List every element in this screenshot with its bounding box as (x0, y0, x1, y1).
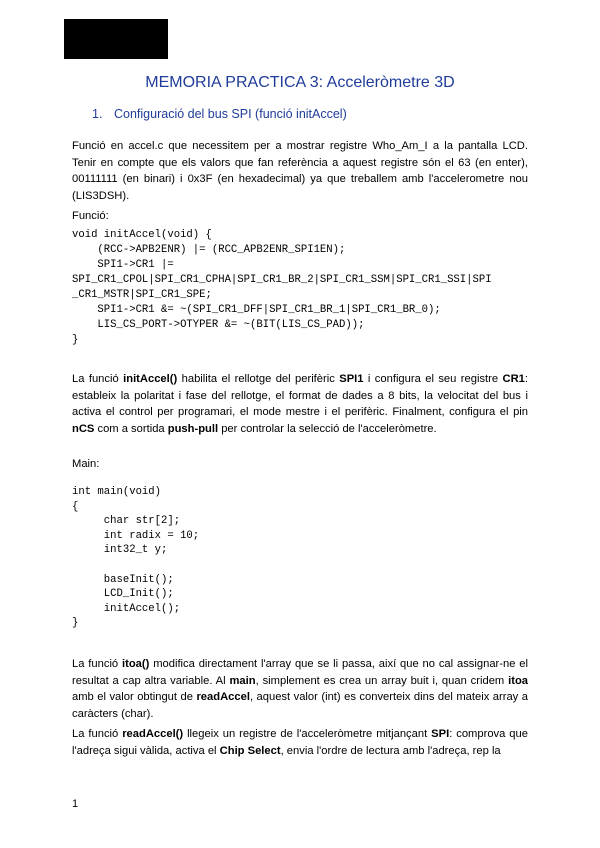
code-line: baseInit(); (72, 573, 174, 586)
bold-run: main (229, 674, 256, 687)
code-line: SPI1->CR1 |= (72, 259, 174, 271)
redaction-block (64, 19, 168, 59)
bold-run: nCS (72, 423, 95, 436)
text-run: i configura el seu registre (363, 373, 503, 385)
code-line: _CR1_MSTR|SPI_CR1_SPE; (72, 289, 212, 301)
code-line: (RCC->APB2ENR) |= (RCC_APB2ENR_SPI1EN); (72, 244, 346, 256)
text-run: per controlar la selecció de l'acceleròmetre. (218, 423, 437, 436)
readaccel-description (72, 726, 528, 759)
bold-run: initAccel() (123, 373, 178, 385)
text-run: llegeix un registre de l'acceleròmetre mitjançant (183, 728, 432, 740)
code-line: initAccel(); (72, 602, 181, 615)
text-run: La funció (72, 728, 123, 740)
page-number: 1 (72, 798, 79, 810)
text-run: , envia l'ordre de lectura amb l'adreça, rep la (280, 744, 501, 757)
code-line: } (72, 334, 79, 346)
section-number: 1. (92, 107, 103, 121)
text-run: com a sortida (94, 423, 168, 436)
bold-run: itoa() (122, 658, 150, 670)
text-run: La funció (72, 373, 124, 385)
code-line: LCD_Init(); (72, 588, 174, 601)
code-line: int main(void) (72, 486, 162, 498)
bold-run: readAccel (196, 691, 250, 704)
text-run: , simplement es crea un array buit i, quan cridem (255, 674, 509, 687)
text-run: : estableix la polaritat i fase del rellotge, el format de dades a 8 bits, la velocitat del bus i activa el control per programari, el mode mestre i el perifèric. Finalment, configura el pin (72, 373, 528, 419)
code-line: void initAccel(void) { (72, 229, 212, 241)
section-heading (92, 107, 347, 121)
code-line: int32_t y; (72, 544, 168, 557)
code-block-initaccel (72, 228, 532, 348)
bold-run: SPI (431, 728, 450, 740)
initaccel-description (72, 371, 528, 438)
itoa-description (72, 656, 528, 723)
text-run: modifica directament l'array que se li passa, així que no cal assignar-ne el resultat a cap altra variable. Al (72, 658, 528, 687)
code-line: } (72, 617, 79, 630)
document-title: MEMORIA PRACTICA 3: Acceleròmetre 3D (145, 74, 455, 91)
bold-run: Chip Select (219, 744, 281, 757)
code-line (72, 558, 532, 573)
intro-paragraph: Funció en accel.c que necessitem per a mostrar registre Who_Am_I a la pantalla LCD. Tenir en compte que els valors que fan referència a aquest registre són el 63 (en enter), 00111111 (en binari) i 0x3F (en hexadecimal) ya que treballem amb l'accelerometre nou (LIS3DSH). (72, 140, 528, 203)
text-run: habilita el rellotge del perifèric (177, 373, 340, 385)
code-line: char str[2]; (72, 515, 181, 528)
code-line: int radix = 10; (72, 529, 200, 542)
text-run: : comprova que l'adreça sigui vàlida, activa el (72, 728, 528, 757)
text-run: amb el valor obtingut de (72, 691, 197, 704)
code-line: SPI1->CR1 &= ~(SPI_CR1_DFF|SPI_CR1_BR_1|SPI_CR1_BR_0); (72, 304, 441, 316)
bold-run: itoa (508, 674, 528, 687)
text-run: La funció (72, 658, 122, 670)
bold-run: push-pull (167, 423, 219, 436)
code-line: SPI_CR1_CPOL|SPI_CR1_CPHA|SPI_CR1_BR_2|SPI_CR1_SSM|SPI_CR1_SSI|SPI (72, 274, 492, 286)
text-run: , aquest valor (int) es converteix dins del mateix array a caràcters (char). (72, 691, 528, 721)
label-main: Main: (72, 458, 100, 470)
label-funcio: Funció: (72, 210, 109, 222)
code-line: LIS_CS_PORT->OTYPER &= ~(BIT(LIS_CS_PAD)); (72, 319, 365, 331)
code-block-main (72, 485, 532, 631)
bold-run: SPI1 (339, 373, 364, 385)
section-heading-text: Configuració del bus SPI (funció initAccel) (114, 107, 347, 121)
code-line: { (72, 500, 79, 513)
bold-run: CR1 (502, 373, 525, 385)
bold-run: readAccel() (122, 728, 184, 740)
